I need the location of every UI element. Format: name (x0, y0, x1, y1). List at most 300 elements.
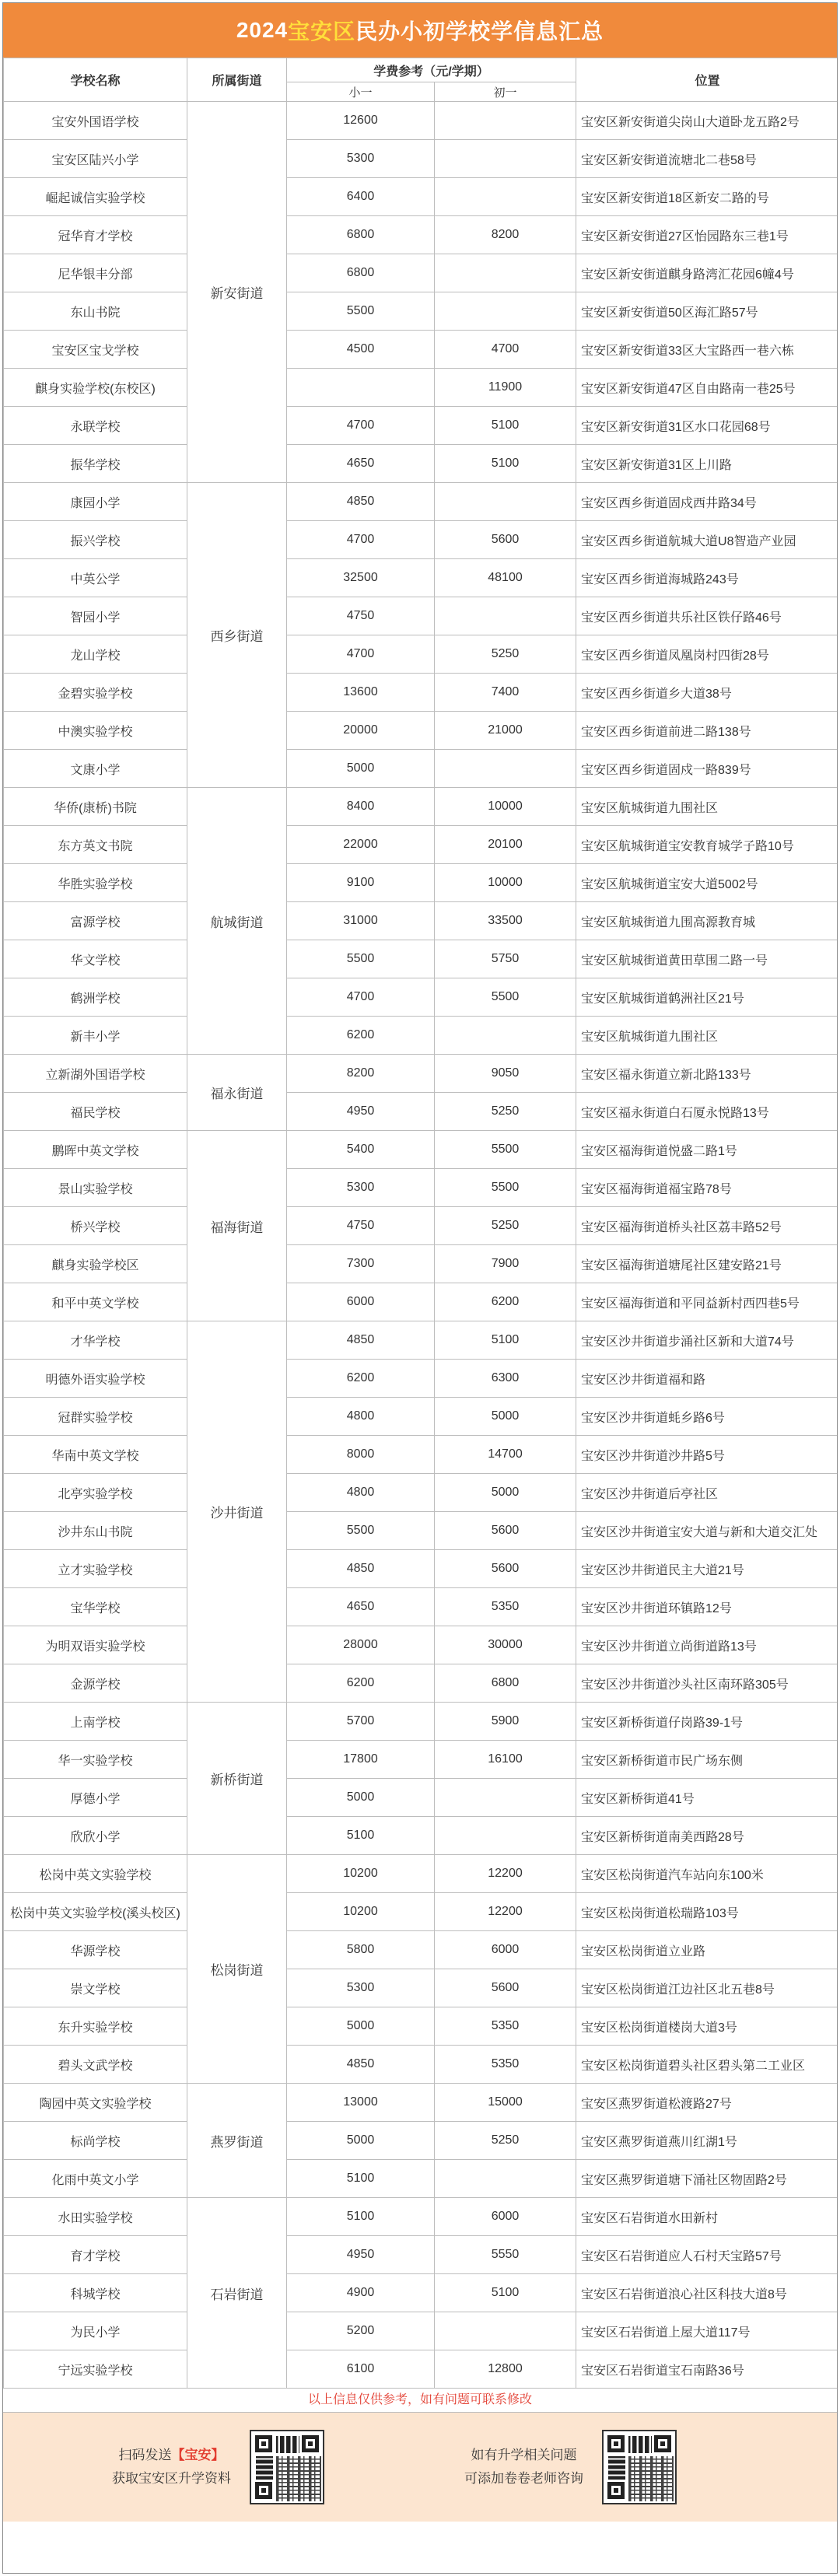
junior-fee-cell: 15000 (435, 2084, 576, 2122)
primary-fee-cell: 4950 (287, 1093, 435, 1131)
street-cell: 西乡街道 (187, 483, 287, 788)
table-row (4, 1436, 838, 1474)
primary-fee-cell: 5300 (287, 1969, 435, 2007)
junior-fee-cell: 11900 (435, 369, 576, 407)
primary-fee-cell: 6800 (287, 216, 435, 254)
school-name-cell: 为民小学 (4, 2312, 187, 2350)
junior-fee-cell (435, 597, 576, 635)
primary-fee-cell: 4850 (287, 1550, 435, 1588)
junior-fee-cell: 12200 (435, 1855, 576, 1893)
table-row (4, 1779, 838, 1817)
junior-fee-cell: 5600 (435, 521, 576, 559)
street-cell: 燕罗街道 (187, 2084, 287, 2198)
table-row (4, 2312, 838, 2350)
table-row (4, 331, 838, 369)
school-name-cell: 鹤洲学校 (4, 978, 187, 1017)
table-row (4, 102, 838, 140)
junior-fee-cell: 5350 (435, 2007, 576, 2046)
table-row (4, 1703, 838, 1741)
school-name-cell: 为明双语实验学校 (4, 1626, 187, 1664)
school-name-cell: 振兴学校 (4, 521, 187, 559)
primary-fee-cell: 12600 (287, 102, 435, 140)
school-name-cell: 桥兴学校 (4, 1207, 187, 1245)
table-row (4, 1017, 838, 1055)
street-cell: 航城街道 (187, 788, 287, 1055)
location-cell: 宝安区松岗街道楼岗大道3号 (576, 2007, 838, 2046)
primary-fee-cell: 10200 (287, 1893, 435, 1931)
table-row (4, 1931, 838, 1969)
footer-left-prefix: 扫码发送 (118, 2448, 172, 2462)
school-name-cell: 宁远实验学校 (4, 2350, 187, 2389)
table-row (4, 712, 838, 750)
school-name-cell: 碧头文武学校 (4, 2046, 187, 2084)
table-row (4, 864, 838, 902)
junior-fee-cell: 4700 (435, 331, 576, 369)
location-cell: 宝安区新安街道麒身路湾汇花园6幢4号 (576, 254, 838, 292)
header-fee: 学费参考（元/学期） (287, 58, 576, 82)
location-cell: 宝安区新安街道31区水口花园68号 (576, 407, 838, 445)
primary-fee-cell: 7300 (287, 1245, 435, 1283)
location-cell: 宝安区西乡街道固戍一路839号 (576, 750, 838, 788)
location-cell: 宝安区西乡街道固戍西井路34号 (576, 483, 838, 521)
table-row (4, 750, 838, 788)
junior-fee-cell: 5900 (435, 1703, 576, 1741)
location-cell: 宝安区新桥街道41号 (576, 1779, 838, 1817)
junior-fee-cell (435, 1017, 576, 1055)
school-name-cell: 松岗中英文实验学校(溪头校区) (4, 1893, 187, 1931)
school-name-cell: 和平中英文学校 (4, 1283, 187, 1321)
primary-fee-cell: 5300 (287, 140, 435, 178)
primary-fee-cell (287, 369, 435, 407)
table-row (4, 1512, 838, 1550)
location-cell: 宝安区松岗街道立业路 (576, 1931, 838, 1969)
school-name-cell: 华一实验学校 (4, 1741, 187, 1779)
school-name-cell: 鹏晖中英文学校 (4, 1131, 187, 1169)
school-name-cell: 龙山学校 (4, 635, 187, 674)
junior-fee-cell: 5600 (435, 1550, 576, 1588)
school-name-cell: 宝安外国语学校 (4, 102, 187, 140)
table-row (4, 1207, 838, 1245)
school-name-cell: 科城学校 (4, 2274, 187, 2312)
header-street: 所属街道 (187, 58, 287, 102)
location-cell: 宝安区沙井街道蚝乡路6号 (576, 1398, 838, 1436)
school-table (3, 58, 838, 2389)
table-row (4, 674, 838, 712)
primary-fee-cell: 13600 (287, 674, 435, 712)
table-row (4, 1969, 838, 2007)
junior-fee-cell: 5000 (435, 1398, 576, 1436)
table-row (4, 1474, 838, 1512)
primary-fee-cell: 4900 (287, 2274, 435, 2312)
location-cell: 宝安区沙井街道步涌社区新和大道74号 (576, 1321, 838, 1360)
primary-fee-cell: 4700 (287, 407, 435, 445)
location-cell: 宝安区沙井街道民主大道21号 (576, 1550, 838, 1588)
junior-fee-cell: 5550 (435, 2236, 576, 2274)
primary-fee-cell: 6200 (287, 1360, 435, 1398)
school-name-cell: 中澳实验学校 (4, 712, 187, 750)
primary-fee-cell: 4850 (287, 1321, 435, 1360)
junior-fee-cell: 5250 (435, 2122, 576, 2160)
junior-fee-cell: 5500 (435, 978, 576, 1017)
table-row (4, 1321, 838, 1360)
junior-fee-cell: 5350 (435, 2046, 576, 2084)
page-title (3, 3, 837, 58)
school-name-cell: 标尚学校 (4, 2122, 187, 2160)
street-cell: 新安街道 (187, 102, 287, 483)
school-name-cell: 华源学校 (4, 1931, 187, 1969)
footer-right-text (464, 2444, 583, 2490)
junior-fee-cell: 5000 (435, 1474, 576, 1512)
primary-fee-cell: 4950 (287, 2236, 435, 2274)
table-row (4, 2198, 838, 2236)
table-row (4, 1283, 838, 1321)
table-row (4, 1741, 838, 1779)
footer-left-line2: 获取宝安区升学资料 (112, 2471, 231, 2486)
primary-fee-cell: 8400 (287, 788, 435, 826)
school-name-cell: 金碧实验学校 (4, 674, 187, 712)
table-row (4, 559, 838, 597)
junior-fee-cell: 6300 (435, 1360, 576, 1398)
junior-fee-cell: 10000 (435, 864, 576, 902)
location-cell: 宝安区福海街道塘尾社区建安路21号 (576, 1245, 838, 1283)
junior-fee-cell (435, 292, 576, 331)
table-row (4, 1855, 838, 1893)
location-cell: 宝安区沙井街道福和路 (576, 1360, 838, 1398)
primary-fee-cell: 6800 (287, 254, 435, 292)
school-name-cell: 崇文学校 (4, 1969, 187, 2007)
primary-fee-cell: 5000 (287, 2122, 435, 2160)
junior-fee-cell: 7400 (435, 674, 576, 712)
school-name-cell: 尼华银丰分部 (4, 254, 187, 292)
junior-fee-cell: 5100 (435, 1321, 576, 1360)
school-name-cell: 新丰小学 (4, 1017, 187, 1055)
primary-fee-cell: 5700 (287, 1703, 435, 1741)
school-name-cell: 陶园中英文实验学校 (4, 2084, 187, 2122)
qr-code-icon[interactable] (250, 2430, 324, 2504)
junior-fee-cell: 6000 (435, 1931, 576, 1969)
primary-fee-cell: 20000 (287, 712, 435, 750)
primary-fee-cell: 28000 (287, 1626, 435, 1664)
table-row (4, 1360, 838, 1398)
table-row (4, 178, 838, 216)
school-name-cell: 康园小学 (4, 483, 187, 521)
table-row (4, 788, 838, 826)
primary-fee-cell: 8000 (287, 1436, 435, 1474)
school-name-cell: 智园小学 (4, 597, 187, 635)
school-name-cell: 富源学校 (4, 902, 187, 940)
header-location: 位置 (576, 58, 838, 102)
location-cell: 宝安区福海街道福宝路78号 (576, 1169, 838, 1207)
location-cell: 宝安区福海街道桥头社区荔丰路52号 (576, 1207, 838, 1245)
location-cell: 宝安区福海街道和平同益新村西四巷5号 (576, 1283, 838, 1321)
primary-fee-cell: 9100 (287, 864, 435, 902)
table-row (4, 445, 838, 483)
junior-fee-cell: 6200 (435, 1283, 576, 1321)
location-cell: 宝安区新安街道18区新安二路的号 (576, 178, 838, 216)
junior-fee-cell: 7900 (435, 1245, 576, 1283)
table-row (4, 2084, 838, 2122)
location-cell: 宝安区西乡街道前进二路138号 (576, 712, 838, 750)
table-row (4, 1588, 838, 1626)
location-cell: 宝安区新安街道31区上川路 (576, 445, 838, 483)
location-cell: 宝安区燕罗街道燕川红湖1号 (576, 2122, 838, 2160)
location-cell: 宝安区航城街道九围高源教育城 (576, 902, 838, 940)
location-cell: 宝安区石岩街道浪心社区科技大道8号 (576, 2274, 838, 2312)
title-district: 宝安区 (288, 19, 356, 44)
junior-fee-cell (435, 2160, 576, 2198)
location-cell: 宝安区新桥街道仔岗路39-1号 (576, 1703, 838, 1741)
table-row (4, 216, 838, 254)
table-row (4, 826, 838, 864)
primary-fee-cell: 32500 (287, 559, 435, 597)
location-cell: 宝安区松岗街道江边社区北五巷8号 (576, 1969, 838, 2007)
table-row (4, 978, 838, 1017)
location-cell: 宝安区松岗街道汽车站向东100米 (576, 1855, 838, 1893)
school-name-cell: 振华学校 (4, 445, 187, 483)
primary-fee-cell: 22000 (287, 826, 435, 864)
info-sheet (2, 2, 838, 2574)
school-name-cell: 金源学校 (4, 1664, 187, 1703)
primary-fee-cell: 6400 (287, 178, 435, 216)
school-name-cell: 冠华育才学校 (4, 216, 187, 254)
location-cell: 宝安区沙井街道环镇路12号 (576, 1588, 838, 1626)
junior-fee-cell: 9050 (435, 1055, 576, 1093)
table-row (4, 1093, 838, 1131)
school-name-cell: 东方英文书院 (4, 826, 187, 864)
junior-fee-cell: 5350 (435, 1588, 576, 1626)
header-school-name: 学校名称 (4, 58, 187, 102)
primary-fee-cell: 5100 (287, 1817, 435, 1855)
location-cell: 宝安区沙井街道宝安大道与新和大道交汇处 (576, 1512, 838, 1550)
location-cell: 宝安区福海街道悦盛二路1号 (576, 1131, 838, 1169)
street-cell: 新桥街道 (187, 1703, 287, 1855)
table-row (4, 1893, 838, 1931)
junior-fee-cell: 48100 (435, 559, 576, 597)
qr-code-icon[interactable] (602, 2430, 677, 2504)
school-name-cell: 东升实验学校 (4, 2007, 187, 2046)
location-cell: 宝安区新安街道33区大宝路西一巷六栋 (576, 331, 838, 369)
table-row (4, 369, 838, 407)
table-row (4, 2122, 838, 2160)
table-row (4, 1550, 838, 1588)
location-cell: 宝安区沙井街道立尚街道路13号 (576, 1626, 838, 1664)
table-row (4, 407, 838, 445)
junior-fee-cell: 5250 (435, 1207, 576, 1245)
street-cell: 福永街道 (187, 1055, 287, 1131)
school-name-cell: 宝华学校 (4, 1588, 187, 1626)
junior-fee-cell: 16100 (435, 1741, 576, 1779)
school-name-cell: 文康小学 (4, 750, 187, 788)
location-cell: 宝安区西乡街道航城大道U8智造产业园 (576, 521, 838, 559)
school-name-cell: 永联学校 (4, 407, 187, 445)
location-cell: 宝安区石岩街道应人石村天宝路57号 (576, 2236, 838, 2274)
footer-right-block (464, 2430, 677, 2504)
table-row (4, 521, 838, 559)
school-name-cell: 上南学校 (4, 1703, 187, 1741)
primary-fee-cell: 5200 (287, 2312, 435, 2350)
junior-fee-cell (435, 1817, 576, 1855)
location-cell: 宝安区西乡街道乡大道38号 (576, 674, 838, 712)
location-cell: 宝安区松岗街道碧头社区碧头第二工业区 (576, 2046, 838, 2084)
location-cell: 宝安区新桥街道南美西路28号 (576, 1817, 838, 1855)
junior-fee-cell (435, 483, 576, 521)
school-name-cell: 华文学校 (4, 940, 187, 978)
school-name-cell: 麒身实验学校(东校区) (4, 369, 187, 407)
school-name-cell: 福民学校 (4, 1093, 187, 1131)
junior-fee-cell: 5500 (435, 1169, 576, 1207)
location-cell: 宝安区西乡街道共乐社区铁仔路46号 (576, 597, 838, 635)
location-cell: 宝安区松岗街道松瑞路103号 (576, 1893, 838, 1931)
footer-left-tag: 【宝安】 (171, 2448, 225, 2462)
table-row (4, 2007, 838, 2046)
location-cell: 宝安区新安街道50区海汇路57号 (576, 292, 838, 331)
school-name-cell: 立新湖外国语学校 (4, 1055, 187, 1093)
location-cell: 宝安区新安街道尖岗山大道卧龙五路2号 (576, 102, 838, 140)
school-name-cell: 华侨(康桥)书院 (4, 788, 187, 826)
junior-fee-cell: 12200 (435, 1893, 576, 1931)
primary-fee-cell: 4750 (287, 597, 435, 635)
table-row (4, 597, 838, 635)
table-row (4, 2274, 838, 2312)
footer-right-line2: 可添加卷卷老师咨询 (464, 2471, 583, 2486)
location-cell: 宝安区新桥街道市民广场东侧 (576, 1741, 838, 1779)
primary-fee-cell: 4750 (287, 1207, 435, 1245)
table-row (4, 1169, 838, 1207)
primary-fee-cell: 5500 (287, 292, 435, 331)
primary-fee-cell: 4800 (287, 1398, 435, 1436)
location-cell: 宝安区新安街道47区自由路南一巷25号 (576, 369, 838, 407)
primary-fee-cell: 5000 (287, 750, 435, 788)
school-name-cell: 水田实验学校 (4, 2198, 187, 2236)
junior-fee-cell: 5250 (435, 635, 576, 674)
junior-fee-cell: 5100 (435, 407, 576, 445)
table-row (4, 1626, 838, 1664)
location-cell: 宝安区燕罗街道塘下涌社区物固路2号 (576, 2160, 838, 2198)
location-cell: 宝安区燕罗街道松渡路27号 (576, 2084, 838, 2122)
street-cell: 松岗街道 (187, 1855, 287, 2084)
junior-fee-cell (435, 254, 576, 292)
location-cell: 宝安区石岩街道上屋大道117号 (576, 2312, 838, 2350)
location-cell: 宝安区航城街道宝安教育城学子路10号 (576, 826, 838, 864)
table-row (4, 2350, 838, 2389)
footer-left-block (112, 2430, 324, 2504)
junior-fee-cell (435, 178, 576, 216)
junior-fee-cell: 20100 (435, 826, 576, 864)
school-name-cell: 明德外语实验学校 (4, 1360, 187, 1398)
primary-fee-cell: 10200 (287, 1855, 435, 1893)
junior-fee-cell (435, 750, 576, 788)
school-name-cell: 宝安区宝戈学校 (4, 331, 187, 369)
school-name-cell: 中英公学 (4, 559, 187, 597)
location-cell: 宝安区西乡街道海城路243号 (576, 559, 838, 597)
primary-fee-cell: 13000 (287, 2084, 435, 2122)
header-primary-grade1: 小一 (287, 82, 435, 102)
location-cell: 宝安区沙井街道后亭社区 (576, 1474, 838, 1512)
table-row (4, 292, 838, 331)
table-row (4, 635, 838, 674)
junior-fee-cell: 12800 (435, 2350, 576, 2389)
junior-fee-cell: 5500 (435, 1131, 576, 1169)
junior-fee-cell (435, 140, 576, 178)
primary-fee-cell: 4700 (287, 978, 435, 1017)
school-name-cell: 冠群实验学校 (4, 1398, 187, 1436)
primary-fee-cell: 4500 (287, 331, 435, 369)
school-name-cell: 欣欣小学 (4, 1817, 187, 1855)
school-name-cell: 育才学校 (4, 2236, 187, 2274)
junior-fee-cell: 5600 (435, 1512, 576, 1550)
primary-fee-cell: 5500 (287, 940, 435, 978)
school-name-cell: 华胜实验学校 (4, 864, 187, 902)
school-name-cell: 立才实验学校 (4, 1550, 187, 1588)
table-row (4, 2236, 838, 2274)
primary-fee-cell: 4700 (287, 521, 435, 559)
primary-fee-cell: 31000 (287, 902, 435, 940)
street-cell: 福海街道 (187, 1131, 287, 1321)
junior-fee-cell: 5600 (435, 1969, 576, 2007)
table-row (4, 254, 838, 292)
location-cell: 宝安区新安街道流塘北二巷58号 (576, 140, 838, 178)
junior-fee-cell: 6800 (435, 1664, 576, 1703)
primary-fee-cell: 17800 (287, 1741, 435, 1779)
school-name-cell: 宝安区陆兴小学 (4, 140, 187, 178)
header-junior-grade1: 初一 (435, 82, 576, 102)
school-name-cell: 才华学校 (4, 1321, 187, 1360)
location-cell: 宝安区航城街道九围社区 (576, 1017, 838, 1055)
school-name-cell: 景山实验学校 (4, 1169, 187, 1207)
table-row (4, 140, 838, 178)
primary-fee-cell: 5000 (287, 2007, 435, 2046)
junior-fee-cell: 30000 (435, 1626, 576, 1664)
table-row (4, 2046, 838, 2084)
school-name-cell: 化雨中英文小学 (4, 2160, 187, 2198)
location-cell: 宝安区石岩街道水田新村 (576, 2198, 838, 2236)
footer-banner (3, 2413, 837, 2522)
primary-fee-cell: 5300 (287, 1169, 435, 1207)
location-cell: 宝安区新安街道27区怡园路东三巷1号 (576, 216, 838, 254)
primary-fee-cell: 4700 (287, 635, 435, 674)
table-row (4, 940, 838, 978)
location-cell: 宝安区航城街道鹤洲社区21号 (576, 978, 838, 1017)
junior-fee-cell: 6000 (435, 2198, 576, 2236)
school-name-cell: 崛起诚信实验学校 (4, 178, 187, 216)
footer-right-line1: 如有升学相关问题 (471, 2448, 577, 2462)
street-cell: 石岩街道 (187, 2198, 287, 2389)
junior-fee-cell: 14700 (435, 1436, 576, 1474)
school-name-cell: 沙井东山书院 (4, 1512, 187, 1550)
location-cell: 宝安区沙井街道沙井路5号 (576, 1436, 838, 1474)
location-cell: 宝安区西乡街道凤凰岗村四街28号 (576, 635, 838, 674)
primary-fee-cell: 6200 (287, 1017, 435, 1055)
footer-left-line1 (112, 2444, 231, 2467)
primary-fee-cell: 6000 (287, 1283, 435, 1321)
school-name-cell: 东山书院 (4, 292, 187, 331)
primary-fee-cell: 4800 (287, 1474, 435, 1512)
location-cell: 宝安区航城街道黄田草围二路一号 (576, 940, 838, 978)
title-year: 2024 (236, 18, 289, 42)
location-cell: 宝安区航城街道九围社区 (576, 788, 838, 826)
junior-fee-cell (435, 2312, 576, 2350)
school-name-cell: 厚德小学 (4, 1779, 187, 1817)
table-row (4, 483, 838, 521)
primary-fee-cell: 5400 (287, 1131, 435, 1169)
location-cell: 宝安区航城街道宝安大道5002号 (576, 864, 838, 902)
junior-fee-cell: 10000 (435, 788, 576, 826)
table-body (4, 102, 838, 2389)
table-row (4, 1817, 838, 1855)
table-row (4, 1055, 838, 1093)
school-name-cell: 松岗中英文实验学校 (4, 1855, 187, 1893)
table-row (4, 1131, 838, 1169)
